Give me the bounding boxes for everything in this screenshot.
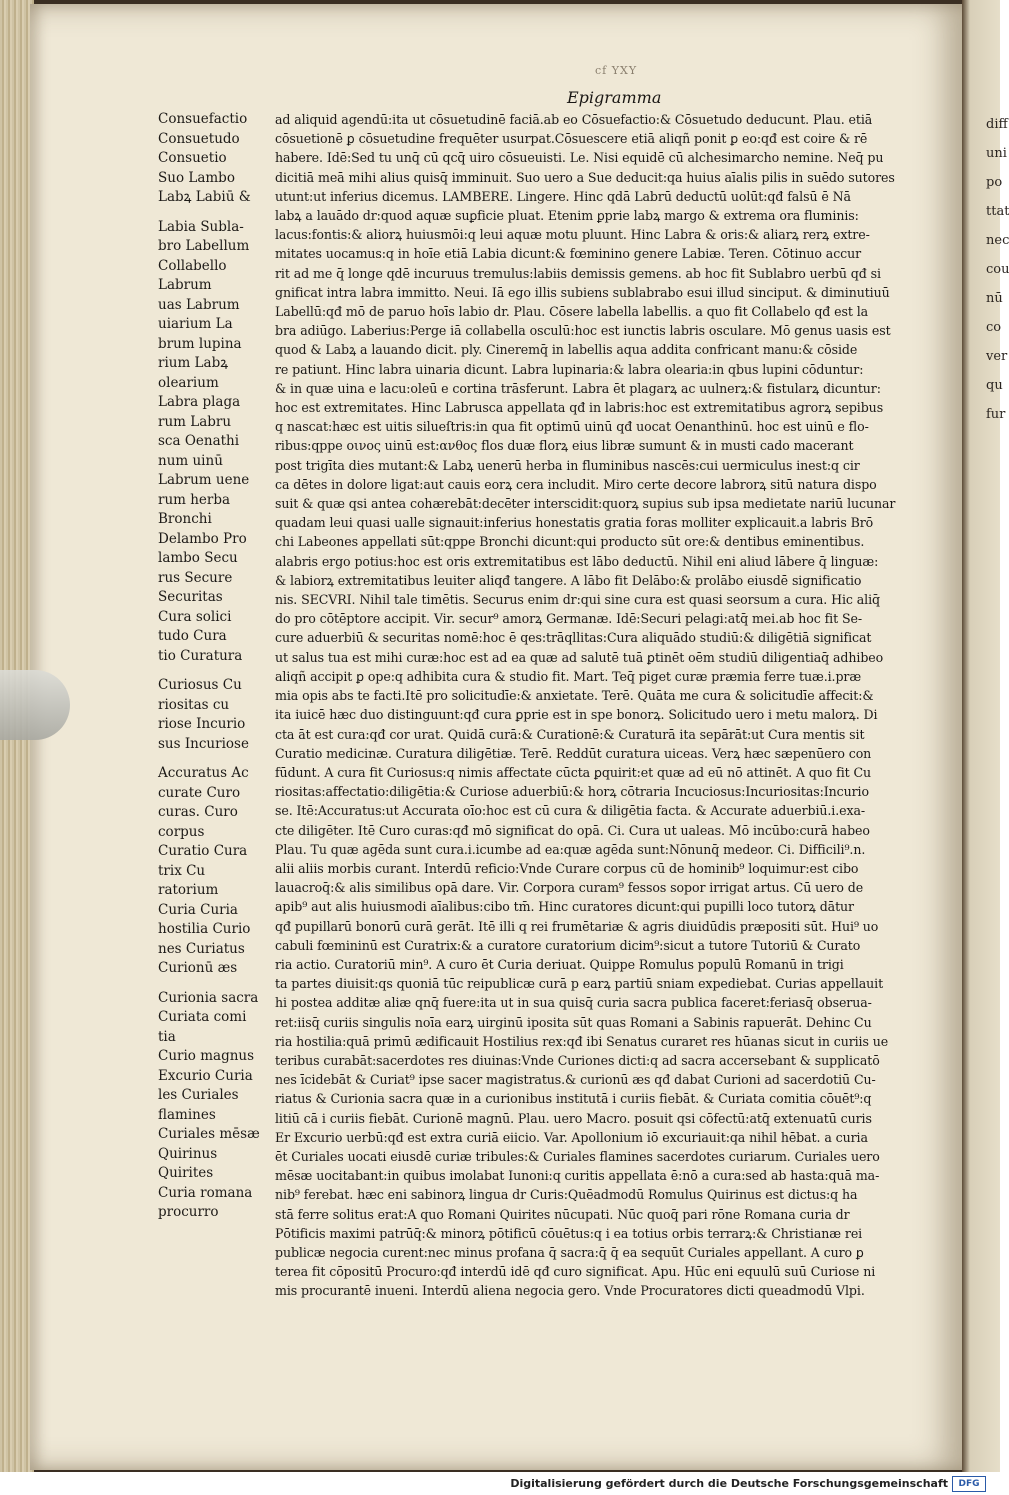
margin-note-group <box>158 218 268 667</box>
text-line: aliqñ accipit ꝑ ope:q adhibita cura & studio fit. Mart. Teq̄ piget curæ præmia ferre tuæ.i.præ <box>275 668 862 684</box>
text-line: ēt Curiales uocati eiusdē curiæ tribules:& Curiales flamines sacerdotes curiarum. Curiales uero <box>275 1148 880 1164</box>
text-line: chi Labeones appellati sūt:qppe Bronchi dicunt:qui producto sūt ore:& dentibus eminentibus. <box>275 534 865 550</box>
text-line: ret:iisq̄ curiis singulis noīa earꝝ uirginū iposita sūt quas Romani a Sabinis rapuerāt. Dehinc Cu <box>275 1014 872 1030</box>
text-line: stā ferre solitus erat:A quo Romani Quirites nūcupati. Nūc quoq̄ pari rōne Romana curia dr <box>275 1206 850 1222</box>
text-line: labꝝ a lauādo dr:quod aquæ suꝑficie pluat. Etenim ꝑprie labꝝ margo & extrema ora fluminis: <box>275 208 859 224</box>
margin-note-line: riose Incurio <box>158 716 246 732</box>
margin-note-line: Curiales mēsæ <box>158 1126 260 1142</box>
margin-note-line: Consuetudo <box>158 130 240 147</box>
margin-note-group <box>158 989 268 1223</box>
text-line: quadam leui quasi ualle signauit:inferius honestatis gratia foras molliter explicauit.a labris Brō <box>275 515 874 531</box>
margin-note-line: curate Curo <box>158 784 241 801</box>
margin-note-line: Quirites <box>158 1165 214 1181</box>
margin-note-line: rum herba <box>158 491 231 508</box>
text-line: utunt:ut inferius dicemus. LAMBERE. Lingere. Hinc qdā Labrū deductū uolūt:qđ falsū ē Nā <box>275 188 851 204</box>
margin-note-line: Labrum uene <box>158 472 250 488</box>
margin-note-line: Labꝝ Labiū & <box>158 189 251 205</box>
margin-note-line: Curio magnus <box>158 1048 255 1064</box>
margin-note-line: brum lupina <box>158 335 242 352</box>
margin-note-line: les Curiales <box>158 1087 239 1103</box>
text-line: ita iuicē hæc duo distinguunt:qđ cura ꝑprie est in spe bonorꝝ. Solicitudo uero i metu malorꝝ. Di <box>275 707 878 723</box>
margin-note-line: Labrum <box>158 277 212 293</box>
margin-note-line: rium Labꝝ <box>158 355 229 371</box>
text-line: alabris ergo potius:hoc est oris extremitatibus est lābo deductū. Nihil eni aliud lābere q̄ linguæ: <box>275 553 879 569</box>
text-line: bra adiūgo. Laberius:Perge iā collabella osculū:hoc est iunctis labris osculare. Mō genus uasis est <box>275 323 891 339</box>
facing-text-fragment: qu <box>986 378 1003 393</box>
margin-note-line: tia <box>158 1028 176 1045</box>
text-line: litiū cā i curiis fiebāt. Curionē magnū. Plau. uero Macro. posuit qsi cōfectū:atq̄ extenuatū curis <box>275 1110 872 1126</box>
margin-note-line: riositas cu <box>158 696 230 713</box>
text-line: ria actio. Curatoriū min⁹. A curo ēt Curia deriuat. Quippe Romulus populū Romanū in trigi <box>275 956 844 972</box>
text-line: ad aliquid agendū:ita ut cōsuetudinē faciā.ab eo Cōsuefactio:& Cōsuetudo deducunt. Plau. etiā <box>275 112 873 127</box>
text-line: se. Itē:Accuratus:ut Accurata oīo:hoc est cū cura & diligētia facta. & Accurate aduerbiū.i.exa- <box>275 803 866 819</box>
margin-note-line: ratorium <box>158 882 219 898</box>
text-line: hi postea additæ aliæ qnq̄ fuere:ita ut in sua quisq̄ curia sacra publica faceret:feriasq̄ obserua- <box>275 995 872 1011</box>
margin-note-line: Curionū æs <box>158 960 238 976</box>
page-clip <box>0 670 70 740</box>
margin-note-line: Curiosus Cu <box>158 677 242 693</box>
text-line: apib⁹ aut alis huiusmodi aīalibus:cibo tm̄. Hinc curatores dicunt:qui pupilli loco tutorꝝ dātur <box>275 899 854 915</box>
text-line: mēsæ uocitabant:in quibus imolabat Iunoni:q curitis appellata ē:nō a cura:sed ab hasta:quā ma- <box>275 1168 880 1184</box>
margin-note-line: Delambo Pro <box>158 530 247 547</box>
dfg-logo: DFG <box>952 1476 986 1492</box>
margin-note-line: hostilia Curio <box>158 921 251 937</box>
margin-notes <box>158 110 268 1223</box>
margin-note-line: Consuetio <box>158 150 227 166</box>
text-line: fūdunt. A cura fit Curiosus:q nimis affectate cūcta ꝑquirit:et quæ ad eū nō attinēt. A quo fit Cu <box>275 764 872 780</box>
running-head: Epigramma <box>567 88 662 107</box>
facing-text-fragment: ver <box>986 349 1008 364</box>
margin-note-line: trix Cu <box>158 862 206 879</box>
margin-note-group <box>158 764 268 979</box>
facing-text-fragment: nū <box>986 291 1003 306</box>
text-line: lacus:fontis:& aliorꝝ huiusmōi:q leui aquæ motu pluunt. Hinc Labra & oris:& aliarꝝ rerꝝ extre- <box>275 227 870 243</box>
text-line: gnificat intra labra immitto. Neui. Iā ego illis subiens sublabrabo esui illud sinciput. & diminutiuū <box>275 284 890 300</box>
text-line: mitates uocamus:q in hoīe etiā Labia dicunt:& fœminino genere Labiæ. Teren. Cōtinuo accur <box>275 246 862 262</box>
text-line: alii aliis morbis curant. Interdū reficio:Vnde Curare corpus cū de hominib⁹ loquimur:est cibo <box>275 860 859 876</box>
text-line: re patiunt. Hinc labra uinaria dicunt. Labra lupinaria:& labra olearia:in qbus lupini cōduntur: <box>275 361 864 377</box>
text-line: teribus curabāt:sacerdotes res diuinas:Vnde Curiones dicti:q ad sacra accersebant & supplicatō <box>275 1052 880 1068</box>
margin-note-line: Labra plaga <box>158 394 241 410</box>
text-line: & in quæ uina e lacu:oleū e cortina trāsferunt. Labra ēt plagarꝝ ac uulnerꝝ:& fistularꝝ dicuntur: <box>275 380 881 396</box>
text-line: Labellū:qđ mō de paruo hoīs labio dr. Plau. Cōsere labella labellis. a quo fit Collabelo qđ est la <box>275 304 869 320</box>
margin-note-line: Curia romana <box>158 1184 253 1201</box>
margin-note-line: corpus <box>158 823 205 840</box>
text-line: nes īcidebāt & Curiat⁹ ipse sacer magistratus.& curionū æs qđ dabat Curioni ad sacerdotiū Cu- <box>275 1072 876 1088</box>
margin-note-line: Curionia sacra <box>158 989 259 1006</box>
margin-note-line: Consuefactio <box>158 111 248 127</box>
text-line: ta partes diuisit:qs quoniā tūc reipublicæ curā p earꝝ partiū sniam expediebat. Curias appellauit <box>275 976 884 992</box>
facing-text-fragment: diff <box>986 117 1008 132</box>
text-line: do pro cōtēptore accipit. Vir. secur⁹ amorꝝ Germanæ. Idē:Securi pelagi:atq̄ mei.ab hoc fit Se- <box>275 611 862 627</box>
manuscript-note: cf YXY <box>595 64 638 77</box>
margin-note-line: tio Curatura <box>158 647 243 664</box>
margin-note-line: sus Incuriose <box>158 735 249 752</box>
margin-note-line: uas Labrum <box>158 296 240 313</box>
text-line: hoc est extremitates. Hinc Labrusca appellata qđ in labris:hoc est extremitatibus agrorꝝ sepibus <box>275 400 884 416</box>
margin-note-group <box>158 676 268 754</box>
text-line: cōsuetionē ꝑ cōsuetudine frequēter usurpat.Cōsuescere etiā aliqñ ponit ꝑ eo:qđ est coire & rē <box>275 131 868 147</box>
facing-text-fragment: po <box>986 175 1003 190</box>
margin-note-line: bro Labellum <box>158 238 250 254</box>
body-text <box>275 110 915 1301</box>
margin-note-line: Excurio Curia <box>158 1067 253 1084</box>
text-line: habere. Idē:Sed tu unq̄ cū qcq̄ uiro cōsueuisti. Le. Nisi equidē cū alchesimarcho nemine. Neq̄ pu <box>275 150 884 166</box>
margin-note-line: olearium <box>158 374 219 391</box>
text-line: qđ pupillarū bonorū curā gerāt. Itē illi q rei frumētariæ & agris diuidūdis præpositi sūt. Hui⁹ uo <box>275 918 879 934</box>
margin-note-line: tudo Cura <box>158 628 227 644</box>
facing-text-fragment: fur <box>986 407 1006 422</box>
funding-note: Digitalisierung gefördert durch die Deutsche Forschungsgemeinschaft <box>510 1477 948 1490</box>
facing-text-fragment: co <box>986 320 1002 335</box>
margin-note-line: nes Curiatus <box>158 940 245 957</box>
margin-note-line: Collabello <box>158 257 227 274</box>
text-line: rit ad me q̄ longe qdē incuruus tremulus:labiis demissis gemens. ab hoc fit Sublabro uerbū qđ si <box>275 265 881 281</box>
margin-note-line: Labia Subla- <box>158 218 244 235</box>
margin-note-line: Bronchi <box>158 511 212 527</box>
text-line: Pōtificis maximi patrūq̄:& minorꝝ pōtificū cōuētus:q i ea totius orbis terrarꝝ:& Christianæ rei <box>275 1225 863 1241</box>
margin-note-line: rus Secure <box>158 569 233 586</box>
text-line: Plau. Tu quæ agēda sunt cura.i.icumbe ad ea:quæ agēda sunt:Nōnunq̄ medeor. Ci. Difficili⁹.n. <box>275 841 866 857</box>
margin-note-line: Curiata comi <box>158 1009 247 1025</box>
margin-note-line: rum Labru <box>158 413 232 430</box>
text-line: publicæ negocia curent:nec minus profana q̄ sacra:q̄ q̄ ea sequūt Curiales appellant. A curo ꝑ <box>275 1244 864 1260</box>
facing-text-fragment: ttat <box>986 204 1009 219</box>
margin-note-line: flamines <box>158 1106 216 1123</box>
text-line: cte diligēter. Itē Curo curas:qđ mō significat do opā. Ci. Cura ut ualeas. Mō incūbo:curā habeo <box>275 822 870 838</box>
text-line: cure aduerbiū & securitas nomē:hoc ē qes:trāqllitas:Cura aliquādo studiū:& diligētiā significat <box>275 630 872 646</box>
text-line: Curatio medicinæ. Curatura diligētiæ. Terē. Reddūt curatura uiceas. Verꝝ hæc sæpenūero con <box>275 745 872 761</box>
facing-text-fragment: cou <box>986 262 1009 277</box>
facing-text-fragment: uni <box>986 146 1007 161</box>
text-line: nis. SECVRI. Nihil tale timētis. Securus enim dr:qui sine cura est quasi seorsum a cura. Hic aliq̄ <box>275 592 880 608</box>
text-line: nib⁹ ferebat. hæc eni sabinorꝝ lingua dr Curis:Quēadmodū Romulus Quirinus est dictus:q ha <box>275 1187 858 1203</box>
margin-note-line: uiarium La <box>158 316 233 332</box>
margin-note-line: sca Oenathi <box>158 433 240 449</box>
margin-note-line: num uinū <box>158 452 223 469</box>
text-line: mis procurantē inueni. Interdū aliena negocia gero. Vnde Procuratores dicti queadmodū Vlpi. <box>275 1283 865 1299</box>
margin-note-line: Curia Curia <box>158 901 238 918</box>
text-line: Er Excurio uerbū:qđ est extra curiā eiicio. Var. Apollonium iō excuriauit:qa nihil hēbat. a curia <box>275 1129 868 1145</box>
margin-note-group <box>158 110 268 208</box>
text-line: riositas:affectatio:diligētia:& Curiose aduerbiū:& horꝝ cōtraria Incuciosus:Incuriositas:Incurio <box>275 784 869 800</box>
margin-note-line: lambo Secu <box>158 550 238 566</box>
margin-note-line: curas. Curo <box>158 804 238 820</box>
text-line: terea fit cōpositū Procuro:qđ interdū idē qđ curo significat. Apu. Hūc eni equulū suū Curiose ni <box>275 1264 876 1280</box>
text-line: quod & Labꝝ a lauando dicit. ply. Cineremq̄ in labellis aqua addita confricant manu:& cōside <box>275 342 858 358</box>
facing-page-edge <box>962 0 1009 1472</box>
text-line: ut salus tua est mihi curæ:hoc est ad ea quæ ad salutē tuā ꝑtinēt oēm studiū diligentiaq̄ adhibeo <box>275 649 884 665</box>
text-line: cta āt est cura:qđ cor urat. Quidā curā:& Curationē:& Curaturā ita sepārāt:ut Cura mentis sit <box>275 726 865 742</box>
text-line: & labiorꝝ extremitatibus leuiter aliqđ tangere. A lābo fit Delābo:& prolābo eiusdē significatio <box>275 572 862 588</box>
text-line: suit & quæ qsi antea cohærebāt:decēter interscidit:quorꝝ supius sub ipsa medietate nariū lucunar <box>275 496 896 512</box>
footer-bar <box>0 1472 1000 1495</box>
text-line: q nascat:hæc est uitis silueſtris:in qua fit optimū uinū qđ uocat Oenanthinū. hoc est uinū e flo- <box>275 419 869 435</box>
facing-text-fragment: nec <box>986 233 1009 248</box>
text-line: cabuli fœmininū est Curatrix:& a curatore curatorium dicim⁹:sicut a tutore Tutoriū & Curato <box>275 937 861 953</box>
margin-note-line: Cura solici <box>158 608 232 625</box>
text-line: dicitiā meā mihi alius quisq̄ imminuit. Suo uero a Sue deducit:qa huius aīalis pilis in suēdo sutores <box>275 169 895 185</box>
margin-note-line: Accuratus Ac <box>158 765 249 781</box>
text-line: mia opis abs te facti.Itē pro solicitudīe:& anxietate. Terē. Quāta me cura & solicitudīe affecit:& <box>275 688 874 704</box>
margin-note-line: Securitas <box>158 589 223 605</box>
text-line: ria hostilia:quā primū ædificauit Hostilius rex:qđ ibi Senatus curaret res hūanas sicut in curiis ue <box>275 1033 889 1049</box>
margin-note-line: Suo Lambo <box>158 169 235 186</box>
text-line: lauacroq̄:& alis similibus opā dare. Vir. Corpora curam⁹ fessos sopor irrigat artus. Cū uero de <box>275 880 864 896</box>
margin-note-line: Curatio Cura <box>158 843 248 859</box>
margin-note-line: Quirinus <box>158 1145 218 1162</box>
margin-note-line: procurro <box>158 1204 219 1220</box>
text-line: post trigīta dies mutant:& Labꝝ uenerū herba in fluminibus nascēs:cui uermiculus inest:q cir <box>275 457 860 473</box>
text-line: ca dētes in dolore ligat:aut cauis eorꝝ cera includit. Miro certe decore labrorꝝ sitū natura dispo <box>275 476 877 492</box>
text-line: riatus & Curionia sacra quæ in a curionibus institutā i curiis fiebāt. & Curiata comitia cōuēt⁹:q <box>275 1091 872 1107</box>
text-line: ribus:qppe οινος uinū est:ανθος flos duæ florꝝ eius libræ sumunt & in musti cado macerant <box>275 438 854 454</box>
